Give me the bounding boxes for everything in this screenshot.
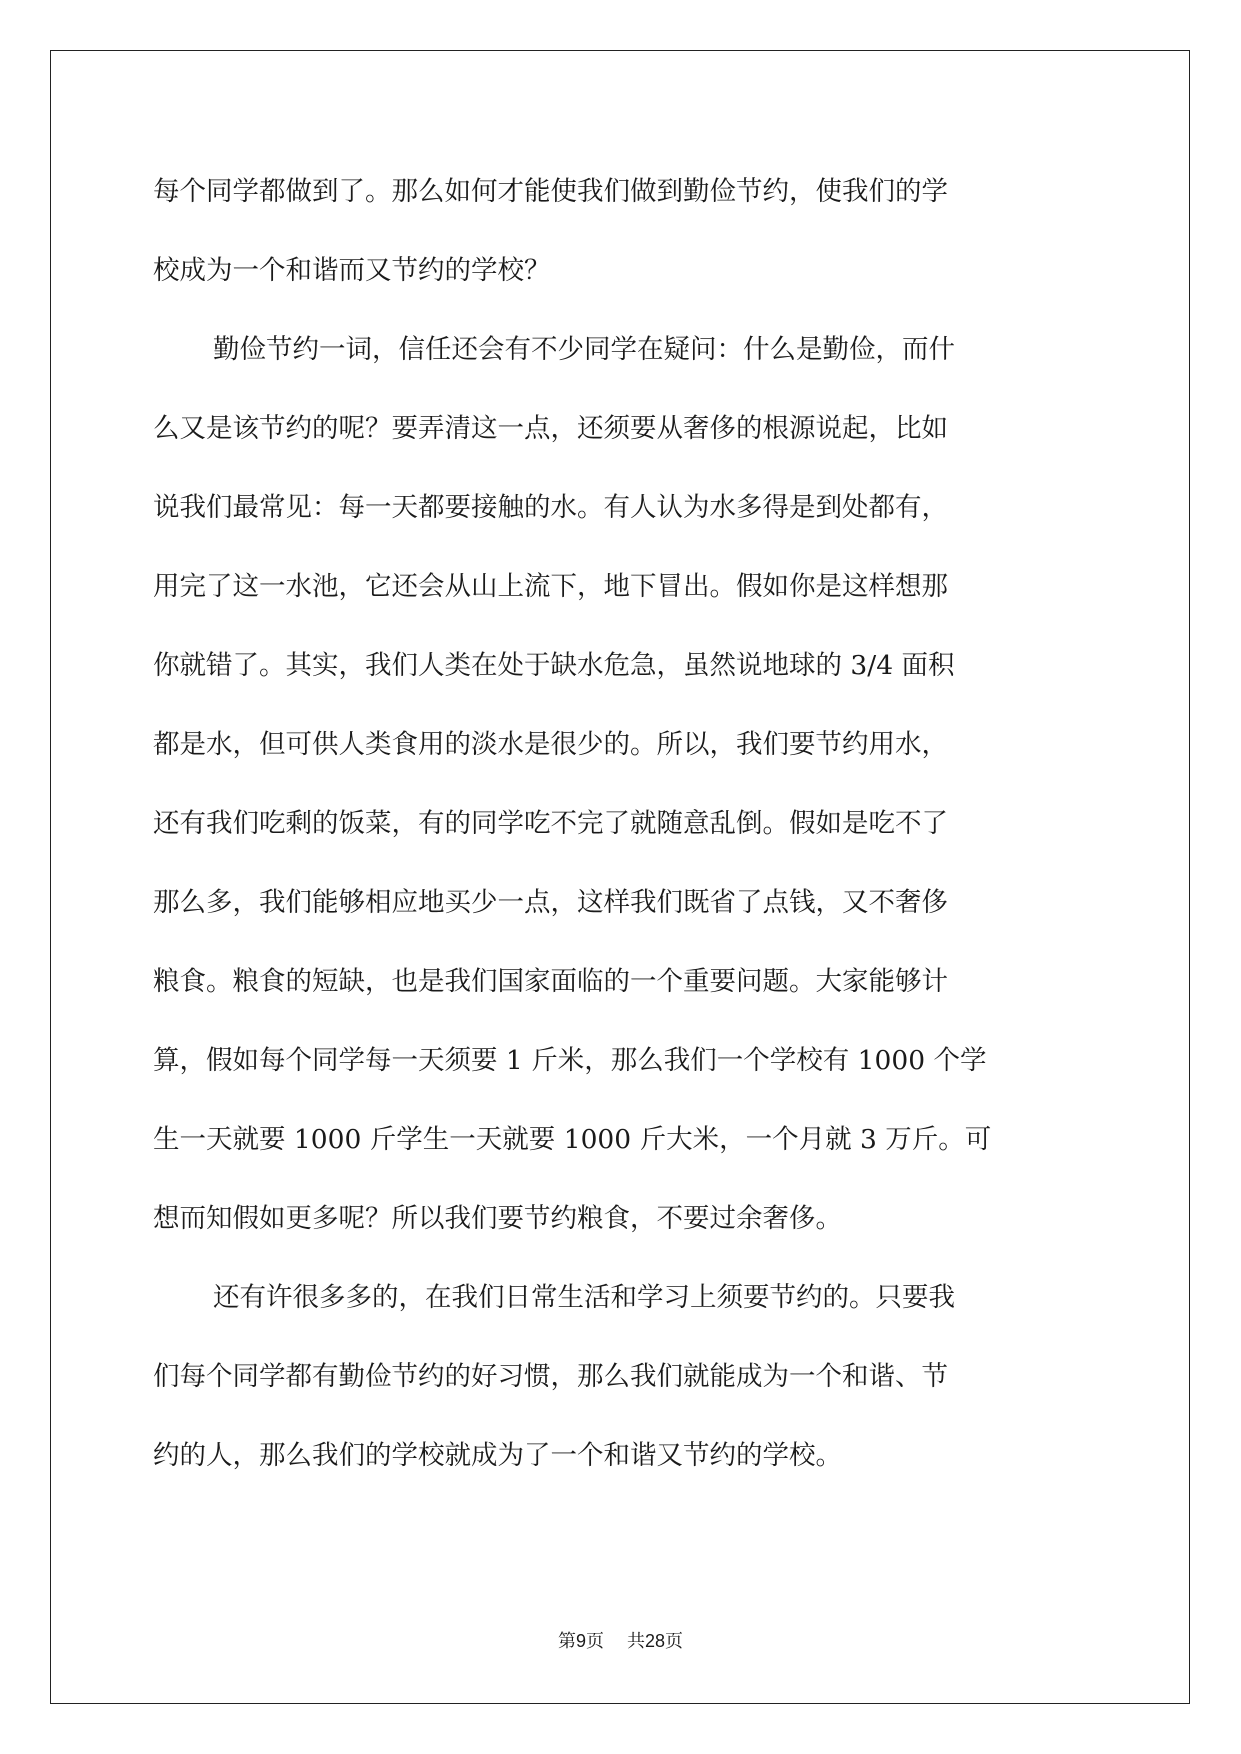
page-number: 9 (576, 1631, 587, 1651)
text-line: 都是水，但可供人类食用的淡水是很少的。所以，我们要节约用水， (153, 729, 948, 760)
text-line: 那么多，我们能够相应地买少一点，这样我们既省了点钱，又不奢侈 (153, 887, 948, 918)
total-pages: 28 (644, 1631, 665, 1651)
page-footer (0, 1629, 1241, 1654)
text-line: 算，假如每个同学每一天须要 1 斤米，那么我们一个学校有 1000 个学 (153, 1045, 987, 1076)
text-line: 勤俭节约一词，信任还会有不少同学在疑问：什么是勤俭，而什 (213, 334, 955, 365)
paragraph (153, 310, 1093, 1258)
text-line: 生一天就要 1000 斤学生一天就要 1000 斤大米，一个月就 3 万斤。可 (153, 1124, 992, 1155)
text-line: 想而知假如更多呢？所以我们要节约粮食，不要过余奢侈。 (153, 1203, 842, 1234)
text-line: 约的人，那么我们的学校就成为了一个和谐又节约的学校。 (153, 1440, 842, 1471)
document-body (153, 152, 1093, 1495)
text-line: 还有许很多多的，在我们日常生活和学习上须要节约的。只要我 (213, 1282, 955, 1313)
paragraph (153, 152, 1093, 310)
text-line: 说我们最常见：每一天都要接触的水。有人认为水多得是到处都有， (153, 492, 948, 523)
text-line: 么又是该节约的呢？要弄清这一点，还须要从奢侈的根源说起，比如 (153, 413, 948, 444)
paragraph (153, 1258, 1093, 1495)
text-line: 你就错了。其实，我们人类在处于缺水危急，虽然说地球的 3/4 面积 (153, 650, 955, 681)
text-line: 校成为一个和谐而又节约的学校？ (153, 255, 551, 286)
text-line: 们每个同学都有勤俭节约的好习惯，那么我们就能成为一个和谐、节 (153, 1361, 948, 1392)
text-line: 粮食。粮食的短缺，也是我们国家面临的一个重要问题。大家能够计 (153, 966, 948, 997)
text-line: 用完了这一水池，它还会从山上流下，地下冒出。假如你是这样想那 (153, 571, 948, 602)
text-line: 还有我们吃剩的饭菜，有的同学吃不完了就随意乱倒。假如是吃不了 (153, 808, 948, 839)
total-suffix: 页 (664, 1631, 683, 1652)
text-line: 每个同学都做到了。那么如何才能使我们做到勤俭节约，使我们的学 (153, 176, 948, 207)
total-prefix: 共 (626, 1631, 645, 1652)
page-suffix: 页 (586, 1631, 605, 1652)
page-prefix: 第 (558, 1631, 577, 1652)
